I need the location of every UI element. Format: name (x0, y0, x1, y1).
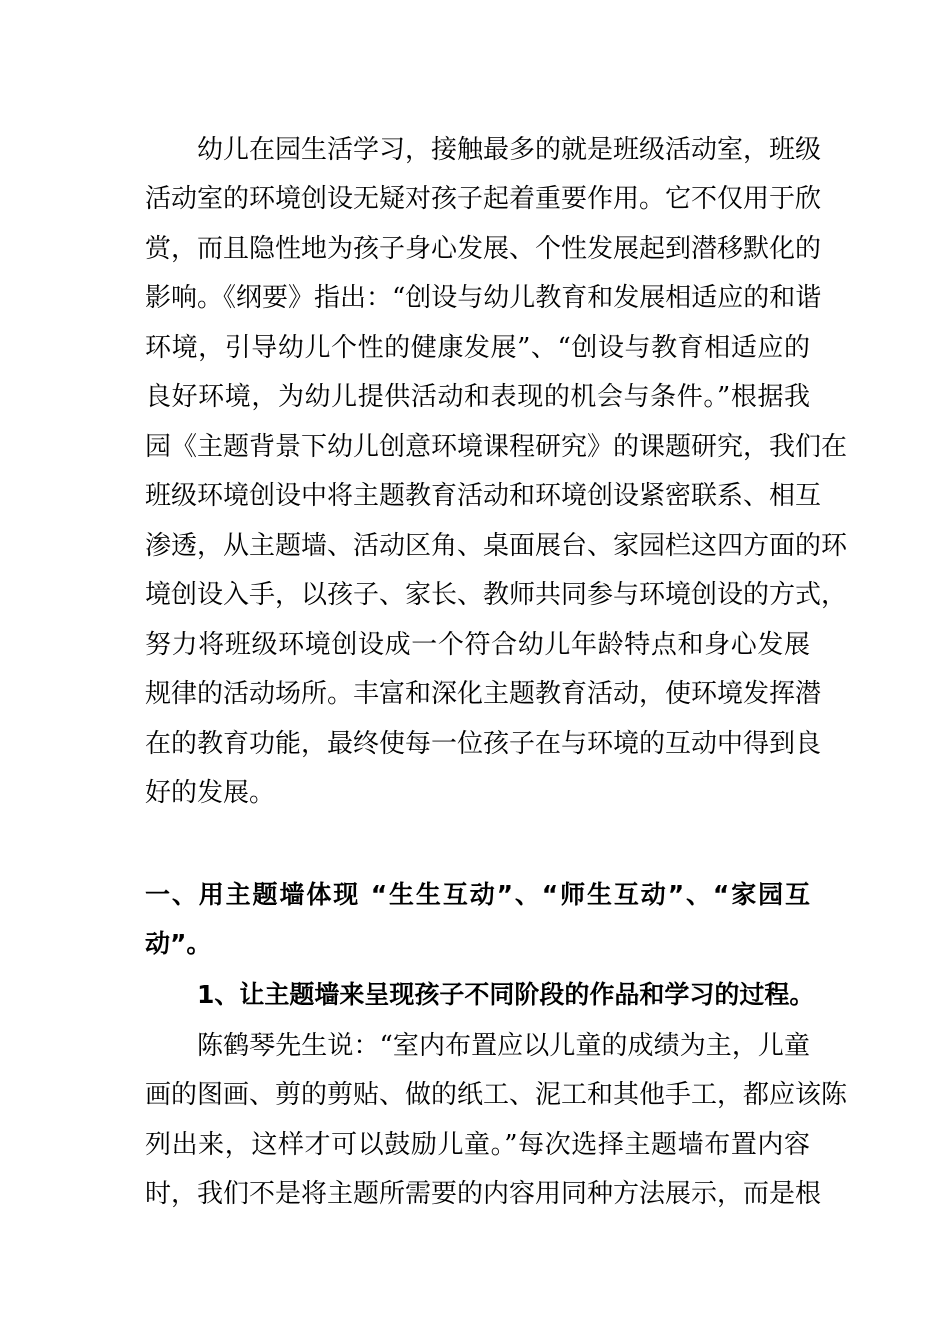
paragraph-1-line-8: 班级环境创设中将主题教育活动和环境创设紧密联系、相互 (145, 481, 822, 511)
paragraph-2-line-3: 列出来，这样才可以鼓励儿童。”每次选择主题墙布置内容 (145, 1130, 810, 1160)
paragraph-1-line-9: 渗透，从主题墙、活动区角、桌面展台、家园栏这四方面的环 (145, 531, 848, 561)
paragraph-1-line-4: 影响。《纲要》指出：“创设与幼儿教育和发展相适应的和谐 (145, 283, 822, 313)
paragraph-1-line-11: 努力将班级环境创设成一个符合幼儿年龄特点和身心发展 (145, 630, 810, 660)
paragraph-1-line-6: 良好环境，为幼儿提供活动和表现的机会与条件。”根据我 (145, 382, 810, 412)
paragraph-1-line-10: 境创设入手，以孩子、家长、教师共同参与环境创设的方式， (145, 580, 848, 610)
paragraph-1-line-1: 幼儿在园生活学习，接触最多的就是班级活动室，班级 (197, 135, 822, 165)
paragraph-1-line-12: 规律的活动场所。丰富和深化主题教育活动，使环境发挥潜 (145, 679, 822, 709)
paragraph-1-line-13: 在的教育功能，最终使每一位孩子在与环境的互动中得到良 (145, 729, 822, 759)
paragraph-2-line-4: 时，我们不是将主题所需要的内容用同种方法展示，而是根 (145, 1179, 822, 1209)
paragraph-1-line-2: 活动室的环境创设无疑对孩子起着重要作用。它不仅用于欣 (145, 184, 822, 214)
paragraph-2-line-1: 陈鹤琴先生说：“室内布置应以儿童的成绩为主，儿童 (197, 1031, 810, 1061)
subsection-heading: 1、让主题墙来呈现孩子不同阶段的作品和学习的过程。 (197, 980, 815, 1009)
paragraph-1-line-5: 环境，引导幼儿个性的健康发展”、“创设与教育相适应的 (145, 333, 810, 363)
section-heading-line-2: 动”。 (145, 929, 212, 958)
paragraph-1-line-14: 好的发展。 (145, 778, 276, 808)
section-heading-line-1: 一、用主题墙体现 “生生互动”、“师生互动”、“家园互 (145, 880, 810, 909)
paragraph-1-line-7: 园《主题背景下幼儿创意环境课程研究》的课题研究，我们在 (145, 432, 848, 462)
paragraph-2-line-2: 画的图画、剪的剪贴、做的纸工、泥工和其他手工，都应该陈 (145, 1080, 848, 1110)
paragraph-1-line-3: 赏，而且隐性地为孩子身心发展、个性发展起到潜移默化的 (145, 234, 822, 264)
